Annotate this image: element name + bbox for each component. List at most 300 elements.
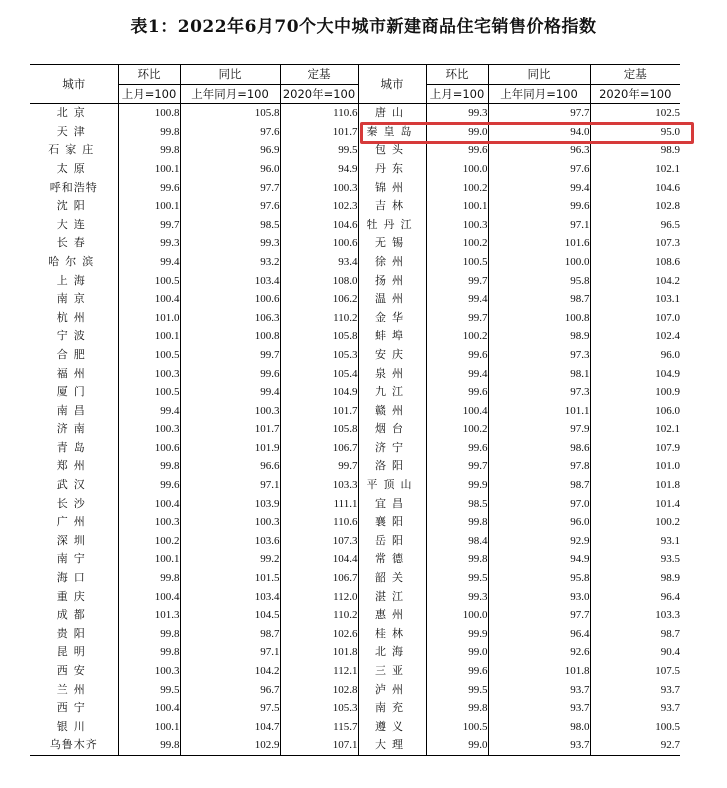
city-name-left: 南昌 — [56, 403, 91, 417]
index-yoy-left: 99.6 — [180, 365, 280, 384]
city-name-left: 武汉 — [56, 478, 91, 492]
index-fixed-left: 106.7 — [280, 569, 358, 588]
index-yoy-right: 95.8 — [488, 569, 590, 588]
index-fixed-right: 100.2 — [590, 513, 680, 532]
index-fixed-right: 92.7 — [590, 736, 680, 755]
index-mom-right: 99.7 — [426, 272, 488, 291]
city-name-right: 唐山 — [358, 104, 426, 123]
index-yoy-right: 100.0 — [488, 253, 590, 272]
index-mom-right: 99.6 — [426, 439, 488, 458]
index-mom-left: 100.8 — [118, 104, 180, 123]
index-mom-left: 99.6 — [118, 476, 180, 495]
city-name-left: 贵阳 — [56, 626, 91, 640]
index-mom-right: 100.5 — [426, 718, 488, 737]
city-name-left: 太原 — [56, 161, 91, 175]
index-yoy-left: 103.9 — [180, 495, 280, 514]
index-fixed-right: 106.0 — [590, 402, 680, 421]
index-yoy-left: 96.7 — [180, 681, 280, 700]
index-mom-left: 99.4 — [118, 402, 180, 421]
index-mom-left: 100.4 — [118, 699, 180, 718]
city-name-left: 南宁 — [56, 552, 91, 566]
index-fixed-right: 104.2 — [590, 272, 680, 291]
index-mom-left: 100.3 — [118, 662, 180, 681]
index-yoy-left: 104.5 — [180, 606, 280, 625]
index-yoy-left: 103.6 — [180, 532, 280, 551]
index-mom-left: 100.3 — [118, 513, 180, 532]
index-yoy-right: 98.9 — [488, 327, 590, 346]
index-fixed-right: 95.0 — [590, 123, 680, 142]
header-yoy-base-right: 上年同月=100 — [488, 84, 590, 104]
header-mom-base-left: 上月=100 — [118, 84, 180, 104]
index-yoy-left: 99.7 — [180, 346, 280, 365]
index-fixed-right: 103.3 — [590, 606, 680, 625]
index-mom-right: 100.2 — [426, 327, 488, 346]
index-fixed-left: 100.6 — [280, 234, 358, 253]
index-yoy-right: 101.8 — [488, 662, 590, 681]
index-fixed-left: 94.9 — [280, 160, 358, 179]
index-fixed-right: 107.3 — [590, 234, 680, 253]
city-name-right: 锦州 — [358, 179, 426, 198]
table-row — [30, 569, 680, 588]
city-name-right: 赣州 — [358, 402, 426, 421]
index-yoy-right: 101.1 — [488, 402, 590, 421]
index-yoy-right: 92.6 — [488, 643, 590, 662]
index-fixed-left: 106.7 — [280, 439, 358, 458]
index-yoy-right: 97.7 — [488, 606, 590, 625]
table-header — [30, 65, 680, 104]
index-yoy-right: 97.1 — [488, 216, 590, 235]
index-fixed-left: 99.5 — [280, 141, 358, 160]
table-row — [30, 532, 680, 551]
index-yoy-right: 97.6 — [488, 160, 590, 179]
city-name-left: 南京 — [56, 292, 91, 306]
index-mom-right: 99.9 — [426, 625, 488, 644]
index-fixed-right: 100.5 — [590, 718, 680, 737]
index-mom-right: 99.6 — [426, 383, 488, 402]
index-fixed-right: 96.4 — [590, 588, 680, 607]
city-name-right: 九江 — [358, 383, 426, 402]
index-fixed-left: 108.0 — [280, 272, 358, 291]
city-name-left: 济南 — [56, 422, 91, 436]
city-name-left: 大连 — [56, 217, 91, 231]
index-yoy-right: 97.3 — [488, 346, 590, 365]
table-row — [30, 253, 680, 272]
city-name-right: 常德 — [358, 550, 426, 569]
city-name-right: 丹东 — [358, 160, 426, 179]
table-row — [30, 123, 680, 142]
index-fixed-left: 104.9 — [280, 383, 358, 402]
index-fixed-left: 99.7 — [280, 457, 358, 476]
index-mom-right: 99.4 — [426, 365, 488, 384]
city-name-left: 长沙 — [56, 496, 91, 510]
table-row — [30, 402, 680, 421]
index-mom-right: 99.6 — [426, 662, 488, 681]
city-name-right: 岳阳 — [358, 532, 426, 551]
city-name-left: 北京 — [56, 106, 91, 120]
index-mom-left: 100.4 — [118, 290, 180, 309]
city-name-left: 重庆 — [56, 589, 91, 603]
table-row — [30, 643, 680, 662]
city-name-right: 秦皇岛 — [358, 123, 426, 142]
table-row — [30, 290, 680, 309]
table-row — [30, 457, 680, 476]
index-yoy-right: 96.0 — [488, 513, 590, 532]
table-row — [30, 420, 680, 439]
city-name-left: 上海 — [56, 273, 91, 287]
index-yoy-right: 93.7 — [488, 736, 590, 755]
city-name-left: 西安 — [56, 664, 91, 677]
table-row — [30, 197, 680, 216]
index-yoy-right: 96.3 — [488, 141, 590, 160]
index-yoy-right: 93.0 — [488, 588, 590, 607]
index-yoy-left: 96.9 — [180, 141, 280, 160]
table-row — [30, 588, 680, 607]
index-mom-left: 99.8 — [118, 457, 180, 476]
city-name-right: 包头 — [358, 141, 426, 160]
city-name-left: 宁波 — [56, 329, 91, 343]
index-mom-right: 100.1 — [426, 197, 488, 216]
index-fixed-right: 103.1 — [590, 290, 680, 309]
index-yoy-left: 100.3 — [180, 402, 280, 421]
index-mom-left: 100.4 — [118, 588, 180, 607]
table-row — [30, 606, 680, 625]
index-mom-left: 100.1 — [118, 718, 180, 737]
index-mom-right: 99.3 — [426, 104, 488, 123]
index-mom-right: 99.0 — [426, 123, 488, 142]
city-name-right: 牡丹江 — [358, 216, 426, 235]
index-mom-right: 100.5 — [426, 253, 488, 272]
index-mom-right: 99.4 — [426, 290, 488, 309]
index-yoy-right: 97.0 — [488, 495, 590, 514]
index-fixed-right: 98.9 — [590, 569, 680, 588]
index-yoy-left: 100.3 — [180, 513, 280, 532]
city-name-left: 广州 — [56, 515, 91, 529]
city-name-right: 大理 — [358, 736, 426, 755]
header-yoy-base-left: 上年同月=100 — [180, 84, 280, 104]
table-row — [30, 699, 680, 718]
index-yoy-right: 98.1 — [488, 365, 590, 384]
index-fixed-left: 101.8 — [280, 643, 358, 662]
header-city-left: 城市 — [30, 65, 118, 104]
index-fixed-right: 96.0 — [590, 346, 680, 365]
table-row — [30, 718, 680, 737]
index-fixed-left: 102.3 — [280, 197, 358, 216]
table-row — [30, 736, 680, 755]
city-name-right: 烟台 — [358, 420, 426, 439]
index-fixed-right: 98.7 — [590, 625, 680, 644]
index-yoy-right: 97.3 — [488, 383, 590, 402]
index-fixed-left: 102.6 — [280, 625, 358, 644]
index-fixed-left: 110.2 — [280, 309, 358, 328]
index-fixed-right: 96.5 — [590, 216, 680, 235]
table-row — [30, 216, 680, 235]
index-yoy-left: 105.8 — [180, 104, 280, 123]
index-mom-right: 100.3 — [426, 216, 488, 235]
city-name-right: 扬州 — [358, 272, 426, 291]
city-name-right: 金华 — [358, 309, 426, 328]
index-fixed-left: 106.2 — [280, 290, 358, 309]
city-name-left: 海口 — [56, 571, 91, 585]
table-row — [30, 234, 680, 253]
index-yoy-left: 104.2 — [180, 662, 280, 681]
table-row — [30, 513, 680, 532]
city-name-right: 徐州 — [358, 253, 426, 272]
city-name-right: 三亚 — [358, 662, 426, 681]
table-row — [30, 309, 680, 328]
index-mom-right: 99.5 — [426, 569, 488, 588]
city-name-left: 长春 — [56, 236, 91, 250]
index-mom-right: 99.8 — [426, 699, 488, 718]
index-mom-left: 100.4 — [118, 495, 180, 514]
city-name-right: 泸州 — [358, 681, 426, 700]
index-mom-left: 100.6 — [118, 439, 180, 458]
index-yoy-left: 97.1 — [180, 643, 280, 662]
city-name-right: 惠州 — [358, 606, 426, 625]
index-yoy-right: 101.6 — [488, 234, 590, 253]
city-name-left: 福州 — [56, 366, 91, 380]
city-name-right: 韶关 — [358, 569, 426, 588]
city-name-right: 温州 — [358, 290, 426, 309]
city-name-left: 乌鲁木齐 — [30, 736, 118, 755]
index-fixed-left: 111.1 — [280, 495, 358, 514]
city-name-left: 深圳 — [56, 533, 91, 547]
index-mom-left: 99.8 — [118, 141, 180, 160]
index-mom-left: 99.7 — [118, 216, 180, 235]
index-mom-left: 100.5 — [118, 346, 180, 365]
index-fixed-right: 102.5 — [590, 104, 680, 123]
table-row — [30, 681, 680, 700]
header-fixed-base-right: 2020年=100 — [590, 84, 680, 104]
index-yoy-right: 97.8 — [488, 457, 590, 476]
header-fixed-base-left: 2020年=100 — [280, 84, 358, 104]
index-fixed-right: 107.0 — [590, 309, 680, 328]
index-mom-right: 99.3 — [426, 588, 488, 607]
city-name-left: 沈阳 — [56, 199, 91, 213]
index-yoy-right: 98.0 — [488, 718, 590, 737]
index-fixed-right: 101.0 — [590, 457, 680, 476]
header-yoy-right: 同比 — [488, 65, 590, 85]
city-name-right: 安庆 — [358, 346, 426, 365]
index-fixed-left: 115.7 — [280, 718, 358, 737]
index-yoy-left: 97.6 — [180, 197, 280, 216]
index-fixed-right: 93.7 — [590, 681, 680, 700]
index-yoy-right: 93.7 — [488, 681, 590, 700]
index-fixed-right: 93.1 — [590, 532, 680, 551]
table-row — [30, 346, 680, 365]
table-row — [30, 272, 680, 291]
index-yoy-right: 94.9 — [488, 550, 590, 569]
city-name-left: 杭州 — [56, 310, 91, 324]
index-mom-left: 100.1 — [118, 160, 180, 179]
index-yoy-left: 93.2 — [180, 253, 280, 272]
header-city-right: 城市 — [358, 65, 426, 104]
index-fixed-left: 101.7 — [280, 123, 358, 142]
index-fixed-left: 93.4 — [280, 253, 358, 272]
index-fixed-left: 112.0 — [280, 588, 358, 607]
index-mom-left: 99.8 — [118, 625, 180, 644]
city-name-right: 宜昌 — [358, 495, 426, 514]
index-fixed-right: 93.7 — [590, 699, 680, 718]
index-fixed-left: 110.6 — [280, 104, 358, 123]
index-mom-left: 100.3 — [118, 365, 180, 384]
city-name-left: 成都 — [56, 608, 91, 622]
index-yoy-left: 104.7 — [180, 718, 280, 737]
index-fixed-left: 107.3 — [280, 532, 358, 551]
header-fixed-left: 定基 — [280, 65, 358, 85]
index-yoy-left: 98.7 — [180, 625, 280, 644]
index-mom-left: 101.3 — [118, 606, 180, 625]
city-name-left: 兰州 — [56, 682, 91, 696]
index-mom-left: 99.3 — [118, 234, 180, 253]
index-yoy-right: 98.6 — [488, 439, 590, 458]
index-yoy-left: 106.3 — [180, 309, 280, 328]
index-fixed-left: 112.1 — [280, 662, 358, 681]
page-title: 表1：2022年6月70个大中城市新建商品住宅销售价格指数 — [130, 17, 597, 37]
index-mom-right: 99.0 — [426, 736, 488, 755]
city-name-right: 桂林 — [358, 625, 426, 644]
index-yoy-left: 96.6 — [180, 457, 280, 476]
index-fixed-left: 102.8 — [280, 681, 358, 700]
index-mom-right: 100.2 — [426, 234, 488, 253]
index-fixed-left: 105.4 — [280, 365, 358, 384]
index-mom-left: 100.1 — [118, 327, 180, 346]
city-name-right: 泉州 — [358, 365, 426, 384]
index-yoy-left: 97.1 — [180, 476, 280, 495]
table-row — [30, 141, 680, 160]
index-yoy-right: 94.0 — [488, 123, 590, 142]
city-name-left: 合肥 — [56, 347, 91, 361]
table-row — [30, 476, 680, 495]
city-name-left: 银川 — [56, 719, 91, 733]
index-yoy-left: 97.5 — [180, 699, 280, 718]
index-mom-right: 98.5 — [426, 495, 488, 514]
index-fixed-right: 107.5 — [590, 662, 680, 681]
index-yoy-left: 97.7 — [180, 179, 280, 198]
index-fixed-right: 102.8 — [590, 197, 680, 216]
index-mom-left: 99.8 — [118, 736, 180, 755]
city-name-right: 遵义 — [358, 718, 426, 737]
index-mom-right: 99.6 — [426, 141, 488, 160]
index-fixed-right: 107.9 — [590, 439, 680, 458]
table-body — [30, 104, 680, 756]
index-yoy-left: 96.0 — [180, 160, 280, 179]
index-mom-right: 99.7 — [426, 457, 488, 476]
index-fixed-left: 100.3 — [280, 179, 358, 198]
index-fixed-left: 101.7 — [280, 402, 358, 421]
header-yoy-left: 同比 — [180, 65, 280, 85]
index-yoy-left: 99.4 — [180, 383, 280, 402]
index-mom-right: 98.4 — [426, 532, 488, 551]
index-fixed-right: 100.9 — [590, 383, 680, 402]
city-name-left: 青岛 — [56, 440, 91, 454]
index-mom-right: 100.0 — [426, 160, 488, 179]
index-mom-left: 99.8 — [118, 569, 180, 588]
index-yoy-left: 102.9 — [180, 736, 280, 755]
index-yoy-left: 98.5 — [180, 216, 280, 235]
index-fixed-left: 105.3 — [280, 699, 358, 718]
index-mom-left: 100.2 — [118, 532, 180, 551]
index-mom-left: 99.4 — [118, 253, 180, 272]
index-mom-right: 99.9 — [426, 476, 488, 495]
index-fixed-right: 90.4 — [590, 643, 680, 662]
table-row — [30, 550, 680, 569]
index-mom-left: 100.1 — [118, 197, 180, 216]
index-yoy-right: 97.7 — [488, 104, 590, 123]
index-fixed-right: 108.6 — [590, 253, 680, 272]
index-fixed-right: 101.8 — [590, 476, 680, 495]
index-fixed-right: 93.5 — [590, 550, 680, 569]
city-name-right: 无锡 — [358, 234, 426, 253]
city-name-right: 蚌埠 — [358, 327, 426, 346]
index-fixed-left: 104.6 — [280, 216, 358, 235]
index-yoy-right: 99.4 — [488, 179, 590, 198]
index-fixed-right: 101.4 — [590, 495, 680, 514]
header-mom-left: 环比 — [118, 65, 180, 85]
index-fixed-left: 105.8 — [280, 327, 358, 346]
index-fixed-right: 102.1 — [590, 160, 680, 179]
index-yoy-left: 101.9 — [180, 439, 280, 458]
index-fixed-left: 104.4 — [280, 550, 358, 569]
table-row — [30, 327, 680, 346]
index-mom-left: 100.3 — [118, 420, 180, 439]
city-name-right: 襄阳 — [358, 513, 426, 532]
city-name-left: 郑州 — [56, 459, 91, 473]
table-row — [30, 160, 680, 179]
index-fixed-left: 110.6 — [280, 513, 358, 532]
index-mom-right: 99.8 — [426, 513, 488, 532]
index-yoy-left: 100.8 — [180, 327, 280, 346]
index-fixed-left: 107.1 — [280, 736, 358, 755]
index-yoy-right: 96.4 — [488, 625, 590, 644]
index-yoy-left: 100.6 — [180, 290, 280, 309]
index-fixed-right: 102.1 — [590, 420, 680, 439]
index-mom-left: 99.8 — [118, 643, 180, 662]
index-mom-left: 100.5 — [118, 272, 180, 291]
index-mom-right: 99.8 — [426, 550, 488, 569]
city-name-left: 西宁 — [56, 701, 91, 715]
index-yoy-left: 103.4 — [180, 588, 280, 607]
index-yoy-left: 101.7 — [180, 420, 280, 439]
index-mom-right: 99.0 — [426, 643, 488, 662]
city-name-left: 昆明 — [56, 645, 91, 659]
index-mom-left: 100.1 — [118, 550, 180, 569]
index-yoy-left: 99.3 — [180, 234, 280, 253]
table-row — [30, 439, 680, 458]
city-name-right: 洛阳 — [358, 457, 426, 476]
city-name-right: 北海 — [358, 643, 426, 662]
city-name-right: 济宁 — [358, 439, 426, 458]
header-mom-base-right: 上月=100 — [426, 84, 488, 104]
city-name-right: 吉林 — [358, 197, 426, 216]
index-mom-right: 99.6 — [426, 346, 488, 365]
header-mom-right: 环比 — [426, 65, 488, 85]
index-mom-right: 100.4 — [426, 402, 488, 421]
index-yoy-right: 97.9 — [488, 420, 590, 439]
index-mom-left: 101.0 — [118, 309, 180, 328]
index-mom-left: 99.6 — [118, 179, 180, 198]
table-row — [30, 179, 680, 198]
city-name-right: 平顶山 — [358, 476, 426, 495]
index-mom-left: 99.5 — [118, 681, 180, 700]
index-fixed-left: 110.2 — [280, 606, 358, 625]
index-mom-left: 100.5 — [118, 383, 180, 402]
index-fixed-right: 98.9 — [590, 141, 680, 160]
index-yoy-left: 97.6 — [180, 123, 280, 142]
index-yoy-left: 101.5 — [180, 569, 280, 588]
index-yoy-right: 95.8 — [488, 272, 590, 291]
index-fixed-left: 105.3 — [280, 346, 358, 365]
index-yoy-right: 98.7 — [488, 476, 590, 495]
